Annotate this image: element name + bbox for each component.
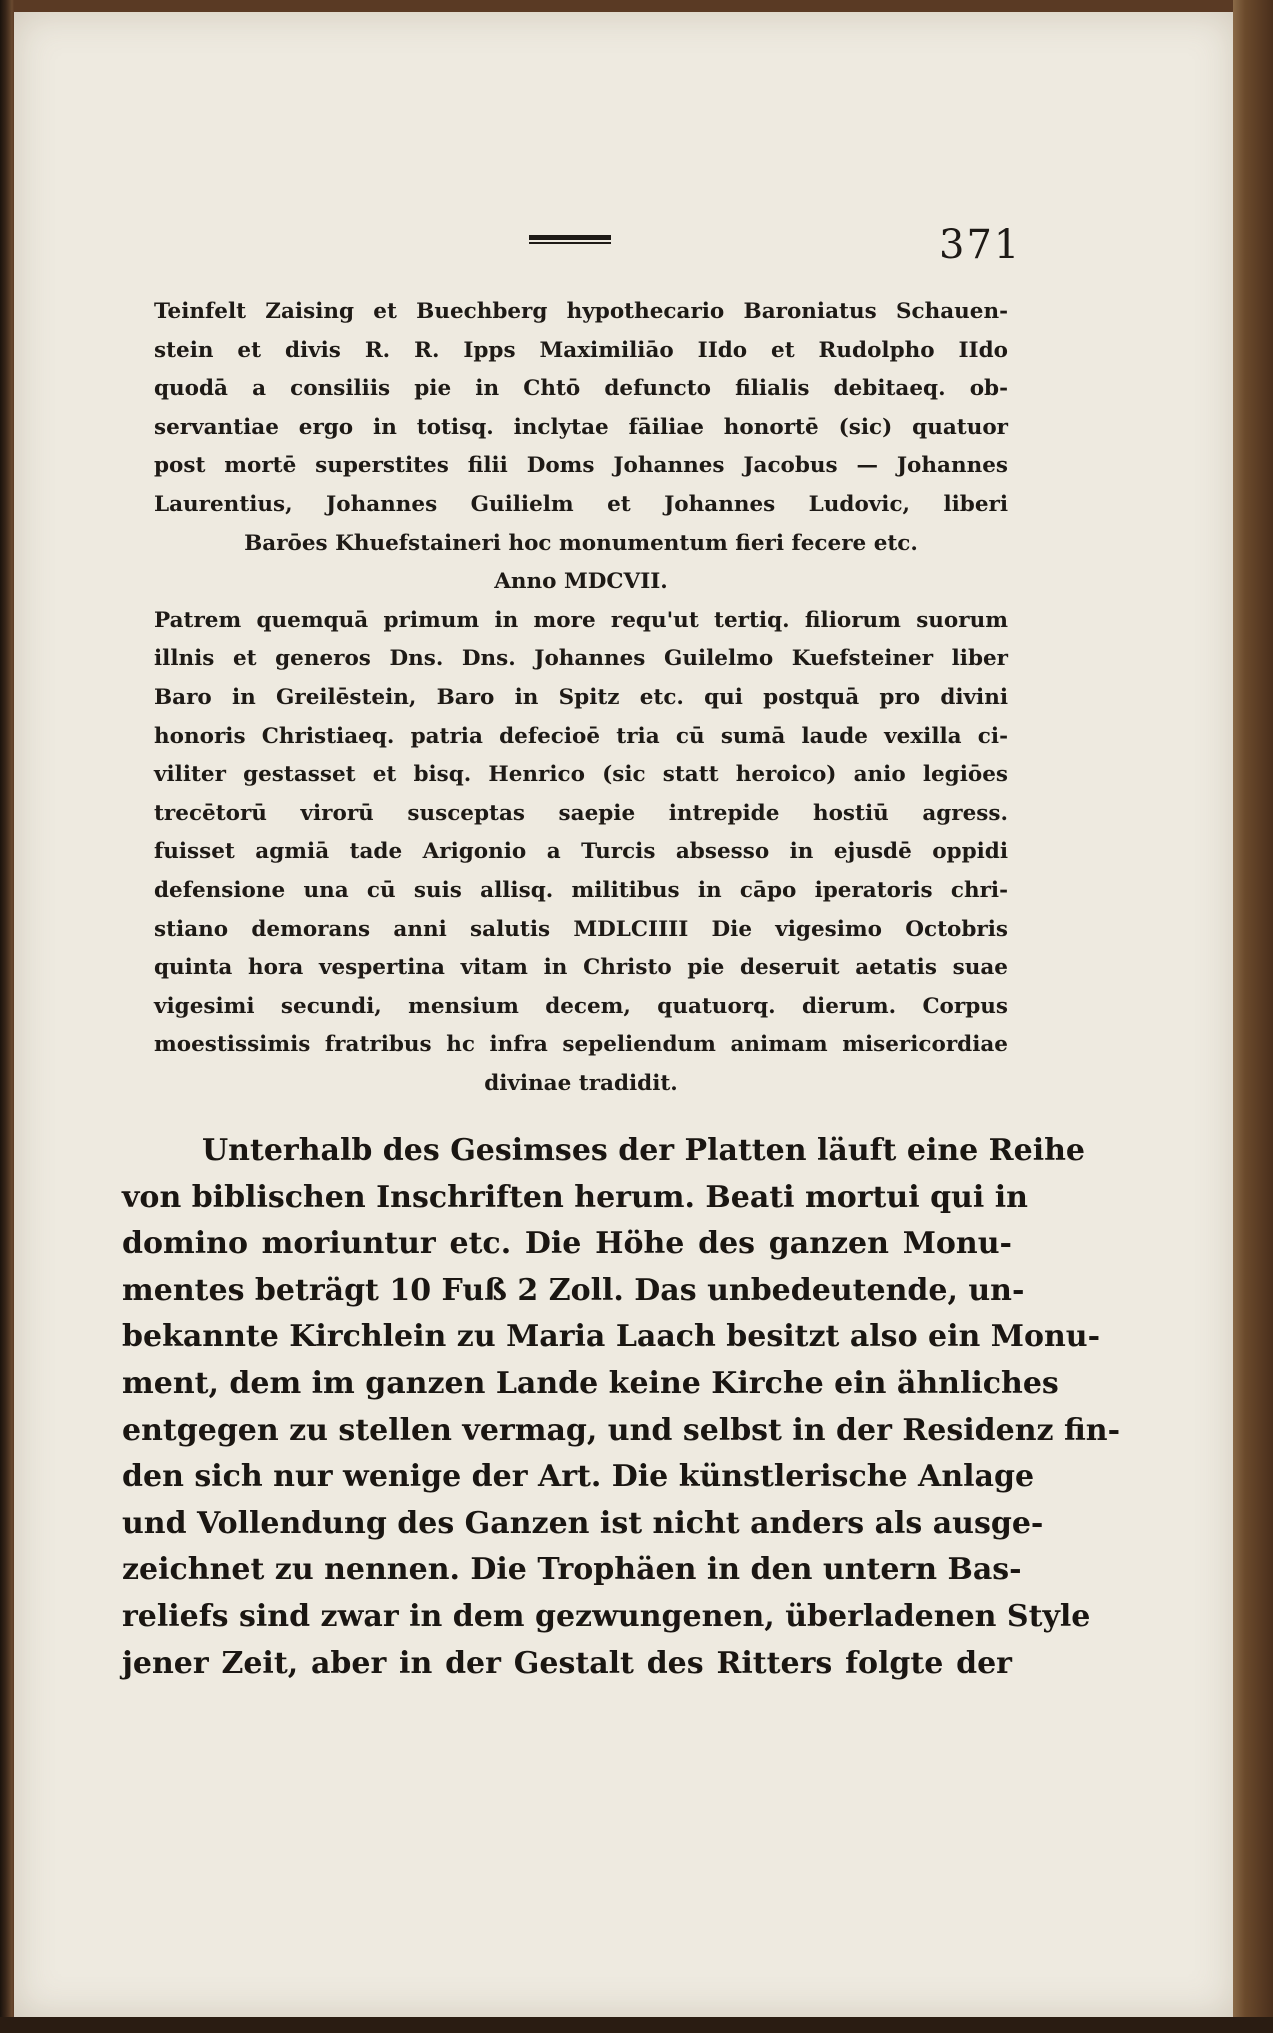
page-edge-right bbox=[1233, 0, 1273, 2033]
german-paragraph bbox=[122, 1128, 1121, 1687]
inscription-line: honoris Christiaeq. patria defecioē tria cū sumā laude vexilla ci- bbox=[154, 723, 1008, 749]
inscription-line: stiano demorans anni salutis MDLCIIII Die vigesimo Octobris bbox=[154, 916, 1008, 942]
inscription-line: vigesimi secundi, mensium decem, quatuorq. dierum. Corpus bbox=[154, 993, 1008, 1019]
inscription-line: Patrem quemquā primum in more requ'ut tertiq. filiorum suorum bbox=[154, 607, 1008, 633]
paragraph-line: den sich nur wenige der Art. Die künstlerische Anlage bbox=[122, 1459, 1035, 1495]
inscription-line: viliter gestasset et bisq. Henrico (sic statt heroico) anio legiōes bbox=[154, 762, 1008, 788]
header-rule bbox=[529, 235, 611, 244]
book-page bbox=[14, 12, 1236, 2018]
inscription-line: quinta hora vespertina vitam in Christo pie deseruit aetatis suae bbox=[154, 955, 1008, 981]
paragraph-line: entgegen zu stellen vermag, und selbst in der Residenz fin- bbox=[122, 1412, 1121, 1448]
page-edge-bottom bbox=[0, 2017, 1273, 2033]
inscription-line: stein et divis R. R. Ipps Maximiliāo IIdo et Rudolpho IIdo bbox=[154, 337, 1008, 363]
inscription-line: defensione una cū suis allisq. militibus in cāpo iperatoris chri- bbox=[154, 877, 1008, 903]
paragraph-line: mentes beträgt 10 Fuß 2 Zoll. Das unbedeutende, un- bbox=[122, 1272, 1025, 1308]
inscription-line: Teinfelt Zaising et Buechberg hypothecario Baroniatus Schauen- bbox=[154, 299, 1008, 324]
inscription-line: divinae tradidit. bbox=[484, 1070, 678, 1096]
inscription-line: quodā a consiliis pie in Chtō defuncto filialis debitaeq. ob- bbox=[154, 376, 1008, 402]
paragraph-line: jener Zeit, aber in der Gestalt des Ritters folgte der bbox=[122, 1645, 1012, 1681]
inscription-year: Anno MDCVII. bbox=[494, 569, 668, 595]
paragraph-line: und Vollendung des Ganzen ist nicht anders als ausge- bbox=[122, 1505, 1044, 1541]
inscription-line: fuisset agmiā tade Arigonio a Turcis absesso in ejusdē oppidi bbox=[154, 839, 1008, 865]
paragraph-line: von biblischen Inschriften herum. Beati mortui qui in bbox=[122, 1179, 1028, 1215]
paragraph-line: zeichnet zu nennen. Die Trophäen in den untern Bas- bbox=[122, 1552, 1022, 1588]
inscription-line: trecētorū virorū susceptas saepie intrepide hostiū agress. bbox=[154, 800, 1008, 826]
paragraph-line: reliefs sind zwar in dem gezwungenen, überladenen Style bbox=[122, 1598, 1091, 1634]
inscription-line: Laurentius, Johannes Guilielm et Johannes Ludovic, liberi bbox=[154, 491, 1008, 517]
paragraph-line: ment, dem im ganzen Lande keine Kirche ein ähnliches bbox=[122, 1365, 1059, 1401]
paragraph-line: bekannte Kirchlein zu Maria Laach besitzt also ein Monu- bbox=[122, 1319, 1101, 1355]
paragraph-line: Unterhalb des Gesimses der Platten läuft eine Reihe bbox=[202, 1133, 1085, 1168]
inscription-line: Baro in Greilēstein, Baro in Spitz etc. qui postquā pro divini bbox=[154, 684, 1008, 710]
page-number: 371 bbox=[939, 222, 1022, 268]
inscription-line: Barōes Khuefstaineri hoc monumentum fieri fecere etc. bbox=[244, 530, 918, 556]
inscription-line: servantiae ergo in totisq. inclytae fāiliae honortē (sic) quatuor bbox=[154, 414, 1008, 440]
paragraph-line: domino moriuntur etc. Die Höhe des ganzen Monu- bbox=[122, 1226, 1012, 1262]
inscription-line: moestissimis fratribus hc infra sepeliendum animam misericordiae bbox=[154, 1032, 1008, 1058]
latin-inscription bbox=[154, 293, 1008, 1103]
inscription-line: post mortē superstites filii Doms Johannes Jacobus — Johannes bbox=[154, 453, 1008, 479]
inscription-line: illnis et generos Dns. Dns. Johannes Guilelmo Kuefsteiner liber bbox=[154, 646, 1008, 672]
